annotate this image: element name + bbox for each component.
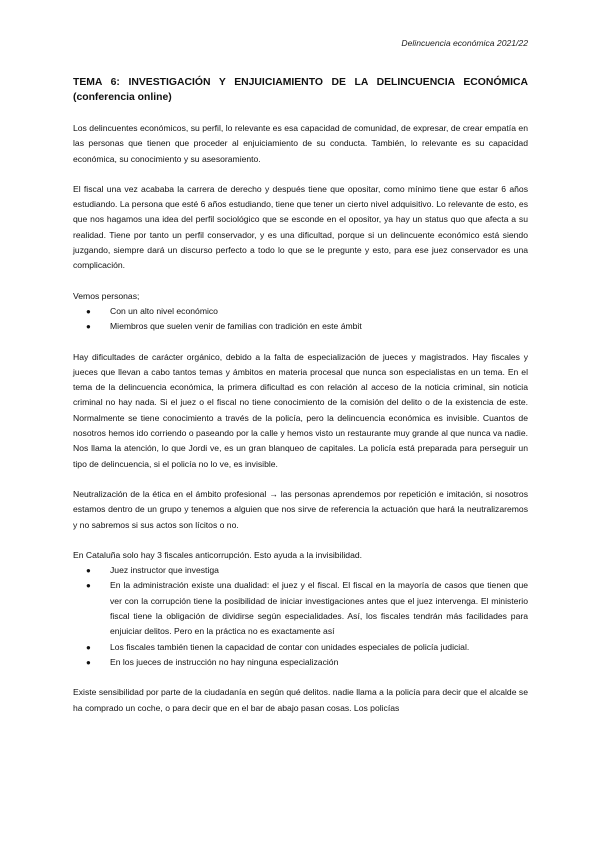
- list-item: ● En los jueces de instrucción no hay ninguna especialización: [73, 655, 528, 670]
- list-item: ● Con un alto nivel económico: [73, 304, 528, 319]
- document-body: [73, 75, 528, 731]
- bullet-icon: ●: [86, 322, 91, 332]
- title-line-2: (conferencia online): [73, 92, 172, 103]
- bullet-list-fiscales: [73, 563, 528, 670]
- paragraph-profile: Los delincuentes económicos, su perfil, lo relevante es esa capacidad de comunidad, de expresar, de crear empatía en las personas que tienen que proceder al enjuiciamiento de su conducta. También, lo relevante es su capacidad económica, su conocimiento y su asesoramiento.: [73, 123, 528, 164]
- paragraph-neutralizacion: Neutralización de la ética en el ámbito profesional → las personas aprendemos por repetición e imitación, si nosotros estamos dentro de un grupo y tenemos a alguien que nos sirve de referencia la actuación que hará la neutralizaremos y no sabremos si sus actos son lícitos o no.: [73, 488, 528, 530]
- paragraph-vemos-personas: Vemos personas;: [73, 290, 140, 301]
- list-item: ● Miembros que suelen venir de familias con tradición en este ámbit: [73, 319, 528, 334]
- title-line-1: TEMA 6: INVESTIGACIÓN Y ENJUICIAMIENTO DE LA DELINCUENCIA ECONÓMICA: [73, 77, 528, 88]
- list-item: ● Juez instructor que investiga: [73, 563, 528, 578]
- bullet-icon: ●: [86, 306, 91, 316]
- paragraph-fiscal: El fiscal una vez acababa la carrera de derecho y después tiene que opositar, como mínimo tiene que estar 6 años estudiando. La persona que esté 6 años estudiando, tiene que tener un cierto nivel adquisitivo. Lo relevante de esto, es que nos hagamos una idea del perfil sociológico que se esconde en el opositor, ya hay un status quo que afecta a su realidad. Tiene por tanto un perfil conservador, y es una dificultad, porque si un delincuente económico está siendo juzgando, siempre dará un discurso perfecto a todo lo que se le pregunte y esto, para ese juez conservador es una complicación.: [73, 183, 528, 271]
- bullet-icon: ●: [86, 581, 91, 591]
- bullet-icon: ●: [86, 657, 91, 667]
- paragraph-dificultades: Hay dificultades de carácter orgánico, debido a la falta de especialización de jueces y magistrados. Hay fiscales y jueces que llevan a cabo tantos temas y ámbitos en materia procesal que nunca son especialistas en un tema. En el tema de la delincuencia económica, la primera dificultad es con relación al acceso de la noticia criminal, sin noticia criminal no hay nada. Si el juez o el fiscal no tiene conocimiento de la comisión del delito o de la existencia de este. Normalmente se tiene conocimiento a través de la policía, pero la delincuencia económica es invisible. Cuantos de nosotros hemos ido corriendo o paseando por la calle y hemos visto un restaurante muy grande al que nunca va nadie. Nos llama la atención, lo que Jordi ve, es un gran blanqueo de capitales. La policía está preparada para perseguir un tipo de delincuencia, si el policía no lo ve, es invisible.: [73, 351, 528, 469]
- bullet-icon: ●: [86, 642, 91, 652]
- running-header: Delincuencia económica 2021/22: [401, 38, 528, 48]
- list-item: ● En la administración existe una dualidad: el juez y el fiscal. El fiscal en la mayoría de casos que tienen que ver con la corrupción tiene la posibilidad de iniciar investigaciones antes que el juez intervenga. El ministerio fiscal tiene la obligación de dividirse según especialidades. Así, los fiscales tendrán más facilidades para enjuiciar delitos. Pero en la práctica no es exactamente así: [86, 580, 528, 637]
- paragraph-cataluna: En Cataluña solo hay 3 fiscales anticorrupción. Esto ayuda a la invisibilidad.: [73, 549, 363, 560]
- list-item: ● Los fiscales también tienen la capacidad de contar con unidades especiales de policía judicial.: [73, 640, 528, 655]
- paragraph-sensibilidad: Existe sensibilidad por parte de la ciudadanía en según qué delitos. nadie llama a la policía para decir que el alcalde se ha comprado un coche, o para decir que en el bar de abajo pasan cosas. Los policías: [73, 687, 528, 713]
- page-title: [73, 75, 528, 105]
- bullet-list-personas: [73, 304, 528, 335]
- bullet-icon: ●: [86, 566, 91, 576]
